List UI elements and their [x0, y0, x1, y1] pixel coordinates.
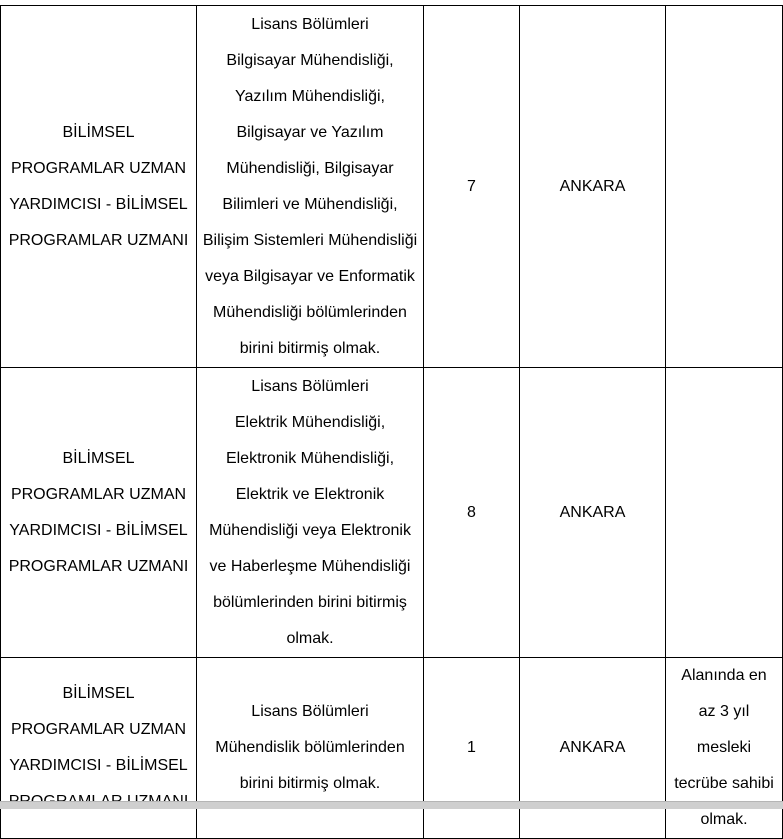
location-cell: ANKARA — [520, 6, 666, 368]
requirement-line: Elektronik Mühendisliği, — [225, 449, 395, 467]
table-row — [1, 6, 783, 368]
note-line: tecrübe sahibi — [674, 775, 774, 792]
requirement-line: olmak. — [286, 629, 334, 647]
position-title-line: YARDIMCISI - BİLİMSEL — [9, 521, 188, 539]
position-title-line: PROGRAMLAR UZMAN — [10, 721, 187, 738]
requirement-line: Yazılım Mühendisliği, — [235, 87, 385, 105]
position-title-line: PROGRAMLAR UZMAN — [10, 159, 187, 177]
requirement-line: Elektrik Mühendisliği, — [234, 413, 386, 431]
note-line: mesleki — [696, 739, 752, 756]
position-title-line: BİLİMSEL — [62, 685, 135, 702]
note-line: olmak. — [700, 811, 748, 828]
count-cell: 7 — [424, 6, 520, 368]
requirement-line: Bilimleri ve Mühendisliği, — [222, 195, 398, 213]
note-cell — [666, 658, 783, 839]
location-cell: ANKARA — [520, 658, 666, 839]
position-title-cell — [1, 658, 197, 839]
note-cell — [666, 6, 783, 368]
requirement-line: Lisans Bölümleri — [251, 377, 369, 395]
position-title-line: PROGRAMLAR UZMANI — [8, 557, 189, 575]
position-title-cell — [1, 6, 197, 368]
note-cell — [666, 368, 783, 658]
requirement-line: Mühendisliği veya Elektronik — [209, 521, 411, 539]
requirements-cell — [197, 658, 424, 839]
note-line: Alanında en — [681, 667, 767, 684]
requirement-line: Mühendisliği bölümlerinden — [213, 303, 407, 321]
count-cell: 8 — [424, 368, 520, 658]
positions-table — [0, 5, 783, 839]
requirement-line: Bilgisayar ve Yazılım — [236, 123, 384, 141]
page-bottom-scroll-edge — [0, 801, 783, 809]
note-line: az 3 yıl — [698, 703, 750, 720]
position-title-cell — [1, 368, 197, 658]
position-title-line: YARDIMCISI - BİLİMSEL — [9, 195, 188, 213]
requirement-line: veya Bilgisayar ve Enformatik — [205, 267, 415, 285]
requirement-line: Lisans Bölümleri — [251, 15, 369, 33]
requirement-line: Mühendisliği, Bilgisayar — [226, 159, 394, 177]
requirement-line: Bilgisayar Mühendisliği, — [226, 51, 394, 69]
requirement-line: Lisans Bölümleri — [251, 703, 369, 720]
requirement-line: Bilişim Sistemleri Mühendisliği — [202, 231, 418, 249]
position-title-line: BİLİMSEL — [62, 449, 135, 467]
position-title-line: PROGRAMLAR UZMANI — [8, 231, 189, 249]
table-row — [1, 368, 783, 658]
position-title-line: BİLİMSEL — [62, 123, 135, 141]
requirement-line: Elektrik ve Elektronik — [235, 485, 385, 503]
position-title-line: PROGRAMLAR UZMAN — [10, 485, 187, 503]
count-cell: 1 — [424, 658, 520, 839]
table-row — [1, 658, 783, 839]
requirements-cell — [197, 368, 424, 658]
requirement-line: ve Haberleşme Mühendisliği — [209, 557, 411, 575]
requirement-line: birini bitirmiş olmak. — [239, 775, 381, 792]
requirement-line: bölümlerinden birini bitirmiş — [213, 593, 407, 611]
position-title-line: YARDIMCISI - BİLİMSEL — [9, 757, 188, 774]
requirements-cell — [197, 6, 424, 368]
requirement-line: Mühendislik bölümlerinden — [215, 739, 405, 756]
requirement-line: birini bitirmiş olmak. — [239, 339, 381, 357]
location-cell: ANKARA — [520, 368, 666, 658]
